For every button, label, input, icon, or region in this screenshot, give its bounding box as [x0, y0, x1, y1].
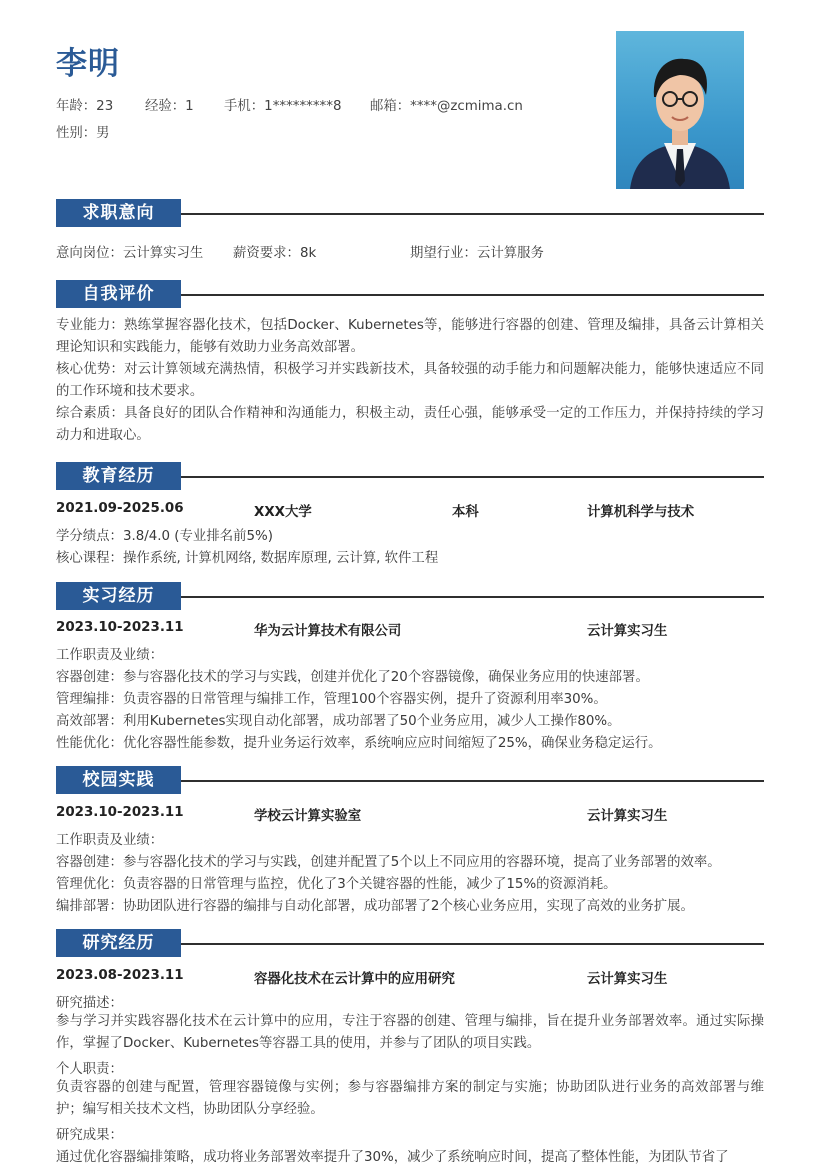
internship-line: 工作职责及业绩： — [56, 648, 164, 663]
research-role: 云计算实习生 — [587, 972, 668, 987]
research-duty: 负责容器的创建与配置，管理容器镜像与实例；参与容器编排方案的制定与实施；协助团队进行业务的高效部署与维护；编写相关技术文档，协助团队分享经验。 — [56, 1080, 764, 1117]
internship-line: 管理编排：负责容器的日常管理与编排工作，管理100个容器实例，提升了资源利用率30%。 — [56, 692, 607, 707]
research-result: 通过优化容器编排策略，成功将业务部署效率提升了30%，减少了系统响应时间，提高了整体性能，为团队节省了 — [56, 1150, 729, 1165]
section-divider — [181, 476, 764, 478]
research-desc: 参与学习并实践容器化技术在云计算中的应用，专注于容器的创建、管理与编排，旨在提升业务部署效率。通过实际操作，掌握了Docker、Kubernetes等容器工具的使用，并参与了团队的项目实践。 — [56, 1014, 764, 1051]
section-title: 自我评价 — [56, 280, 181, 308]
internship-company: 华为云计算技术有限公司 — [254, 624, 402, 639]
section-header-education — [56, 462, 764, 490]
age-field: 年龄：23 — [56, 99, 114, 114]
section-title: 校园实践 — [56, 766, 181, 794]
internship-line: 高效部署：利用Kubernetes实现自动化部署，成功部署了50个业务应用，减少人工操作80%。 — [56, 714, 621, 729]
section-title: 实习经历 — [56, 582, 181, 610]
education-school: XXX大学 — [254, 505, 312, 520]
profile-photo — [616, 31, 744, 189]
internship-role: 云计算实习生 — [587, 624, 668, 639]
internship-line: 容器创建：参与容器化技术的学习与实践，创建并优化了20个容器镜像，确保业务应用的快速部署。 — [56, 670, 649, 685]
education-date: 2021.09-2025.06 — [56, 501, 184, 516]
section-title: 研究经历 — [56, 929, 181, 957]
section-divider — [181, 596, 764, 598]
candidate-name: 李明 — [56, 46, 120, 82]
gender-field: 性别：男 — [56, 126, 110, 141]
intent-salary: 薪资要求：8k — [233, 246, 317, 261]
campus-date: 2023.10-2023.11 — [56, 805, 184, 820]
education-major: 计算机科学与技术 — [587, 505, 695, 520]
section-header-internship — [56, 582, 764, 610]
section-header-research — [56, 929, 764, 957]
research-project: 容器化技术在云计算中的应用研究 — [254, 972, 455, 987]
section-divider — [181, 780, 764, 782]
internship-date: 2023.10-2023.11 — [56, 620, 184, 635]
education-gpa: 学分绩点：3.8/4.0 (专业排名前5%) — [56, 529, 273, 544]
intent-industry: 期望行业：云计算服务 — [410, 246, 544, 261]
internship-line: 性能优化：优化容器性能参数，提升业务运行效率，系统响应应时间缩短了25%，确保业务稳定运行。 — [56, 736, 662, 751]
research-result-label: 研究成果： — [56, 1128, 123, 1143]
experience-field: 经验：1 — [145, 99, 194, 114]
research-date: 2023.08-2023.11 — [56, 968, 184, 983]
campus-role: 云计算实习生 — [587, 809, 668, 824]
self-eval-advantage: 核心优势：对云计算领域充满热情，积极学习并实践新技术，具备较强的动手能力和问题解决能力，能够快速适应不同的工作环境和技术要求。 — [56, 362, 764, 399]
section-header-campus — [56, 766, 764, 794]
section-divider — [181, 294, 764, 296]
section-title: 教育经历 — [56, 462, 181, 490]
person-portrait-icon — [616, 31, 744, 189]
section-title: 求职意向 — [56, 199, 181, 227]
education-degree: 本科 — [452, 505, 479, 520]
basic-info-line — [56, 95, 523, 114]
section-divider — [181, 213, 764, 215]
section-divider — [181, 943, 764, 945]
campus-line: 编排部署：协助团队进行容器的编排与自动化部署，成功部署了2个核心业务应用，实现了高效的业务扩展。 — [56, 899, 694, 914]
email-field: 邮箱：****@zcmima.cn — [370, 99, 523, 114]
intent-position: 意向岗位：云计算实习生 — [56, 246, 204, 261]
phone-field: 手机：1*********8 — [224, 99, 342, 114]
research-duty-label: 个人职责： — [56, 1062, 123, 1077]
research-desc-label: 研究描述： — [56, 996, 123, 1011]
self-eval-skill: 专业能力：熟练掌握容器化技术，包括Docker、Kubernetes等，能够进行容器的创建、管理及编排，具备云计算相关理论知识和实践能力，能够有效助力业务高效部署。 — [56, 318, 764, 355]
campus-line: 容器创建：参与容器化技术的学习与实践，创建并配置了5个以上不同应用的容器环境，提高了业务部署的效率。 — [56, 855, 721, 870]
campus-line: 工作职责及业绩： — [56, 833, 164, 848]
campus-line: 管理优化：负责容器的日常管理与监控，优化了3个关键容器的性能，减少了15%的资源消耗。 — [56, 877, 617, 892]
education-courses: 核心课程：操作系统, 计算机网络, 数据库原理, 云计算, 软件工程 — [56, 551, 439, 566]
campus-org: 学校云计算实验室 — [254, 809, 362, 824]
section-header-self — [56, 280, 764, 308]
section-header-intent — [56, 199, 764, 227]
self-eval-quality: 综合素质：具备良好的团队合作精神和沟通能力，积极主动，责任心强，能够承受一定的工作压力，并保持持续的学习动力和进取心。 — [56, 406, 764, 443]
